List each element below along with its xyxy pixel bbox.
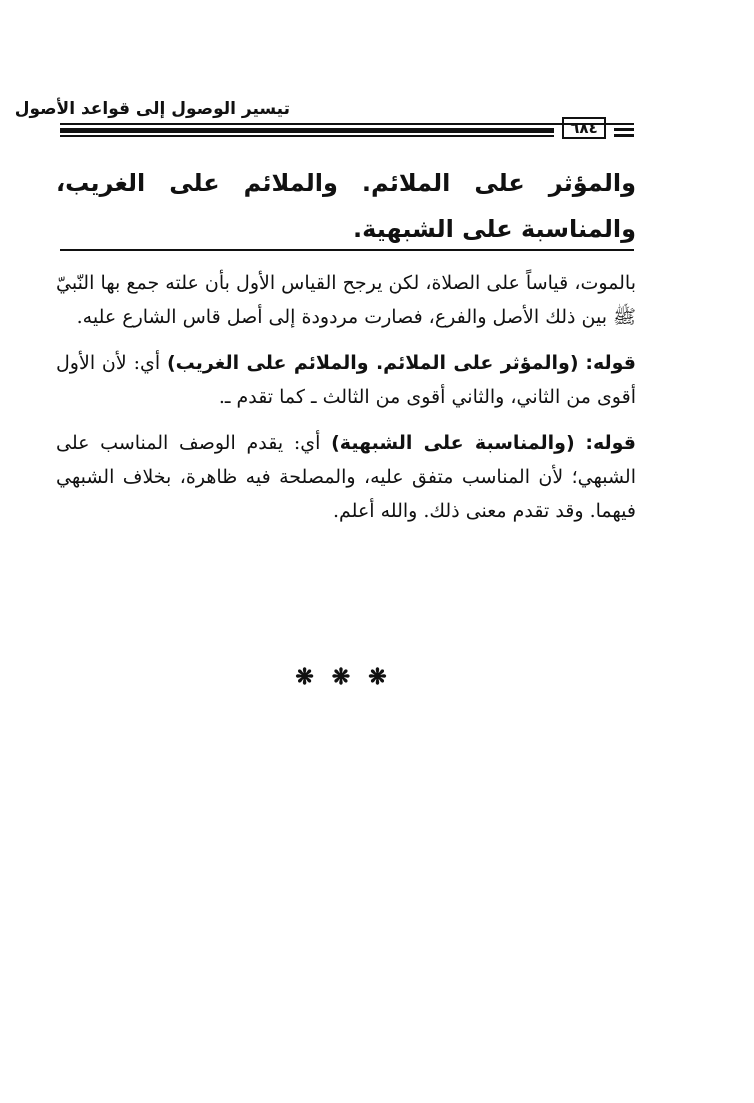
commentary-quote: (والمؤثر على الملائم. والملائم على الغريب) [166,352,579,374]
matn-text: والمؤثر على الملائم. والملائم على الغريب، والمناسبة على الشبهية. [56,169,636,243]
commentary-text: أي: لأن الأول أقوى من الثاني، والثاني أقوى من الثالث ـ كما تقدم ـ. [56,352,636,408]
section-end-ornament: ❋❋❋ [295,664,405,690]
page-number: ٦٨٤ [562,117,606,139]
commentary-paragraph [56,426,636,528]
header-rule [60,123,634,125]
commentary-paragraph: بالموت، قياساً على الصلاة، لكن يرجح القياس الأول بأن علته جمع بها النّبيّ ﷺ بين ذلك الأصل والفرع، فصارت مردودة إلى أصل قاس الشارع عليه. [56,272,636,328]
commentary-paragraph [56,346,636,414]
commentary-text: أي: يقدم الوصف المناسب على الشبهي؛ لأن المناسب متفق عليه، والمصلحة فيه ظاهرة، بخلاف الشبهي فيهما. وقد تقدم معنى ذلك. والله أعلم. [56,432,636,522]
header-rule-thick [60,128,554,133]
commentary-quote: (والمناسبة على الشبهية) [331,432,575,454]
book-title: تيسير الوصول إلى قواعد الأصول [14,99,290,119]
commentary [56,266,636,540]
commentary-label: قوله: [585,432,636,454]
header-rule-short [614,128,634,131]
header-rule-thin [60,135,554,137]
header-rule-short [614,134,634,137]
commentary-label: قوله: [585,352,636,374]
matn-separator [60,249,634,251]
